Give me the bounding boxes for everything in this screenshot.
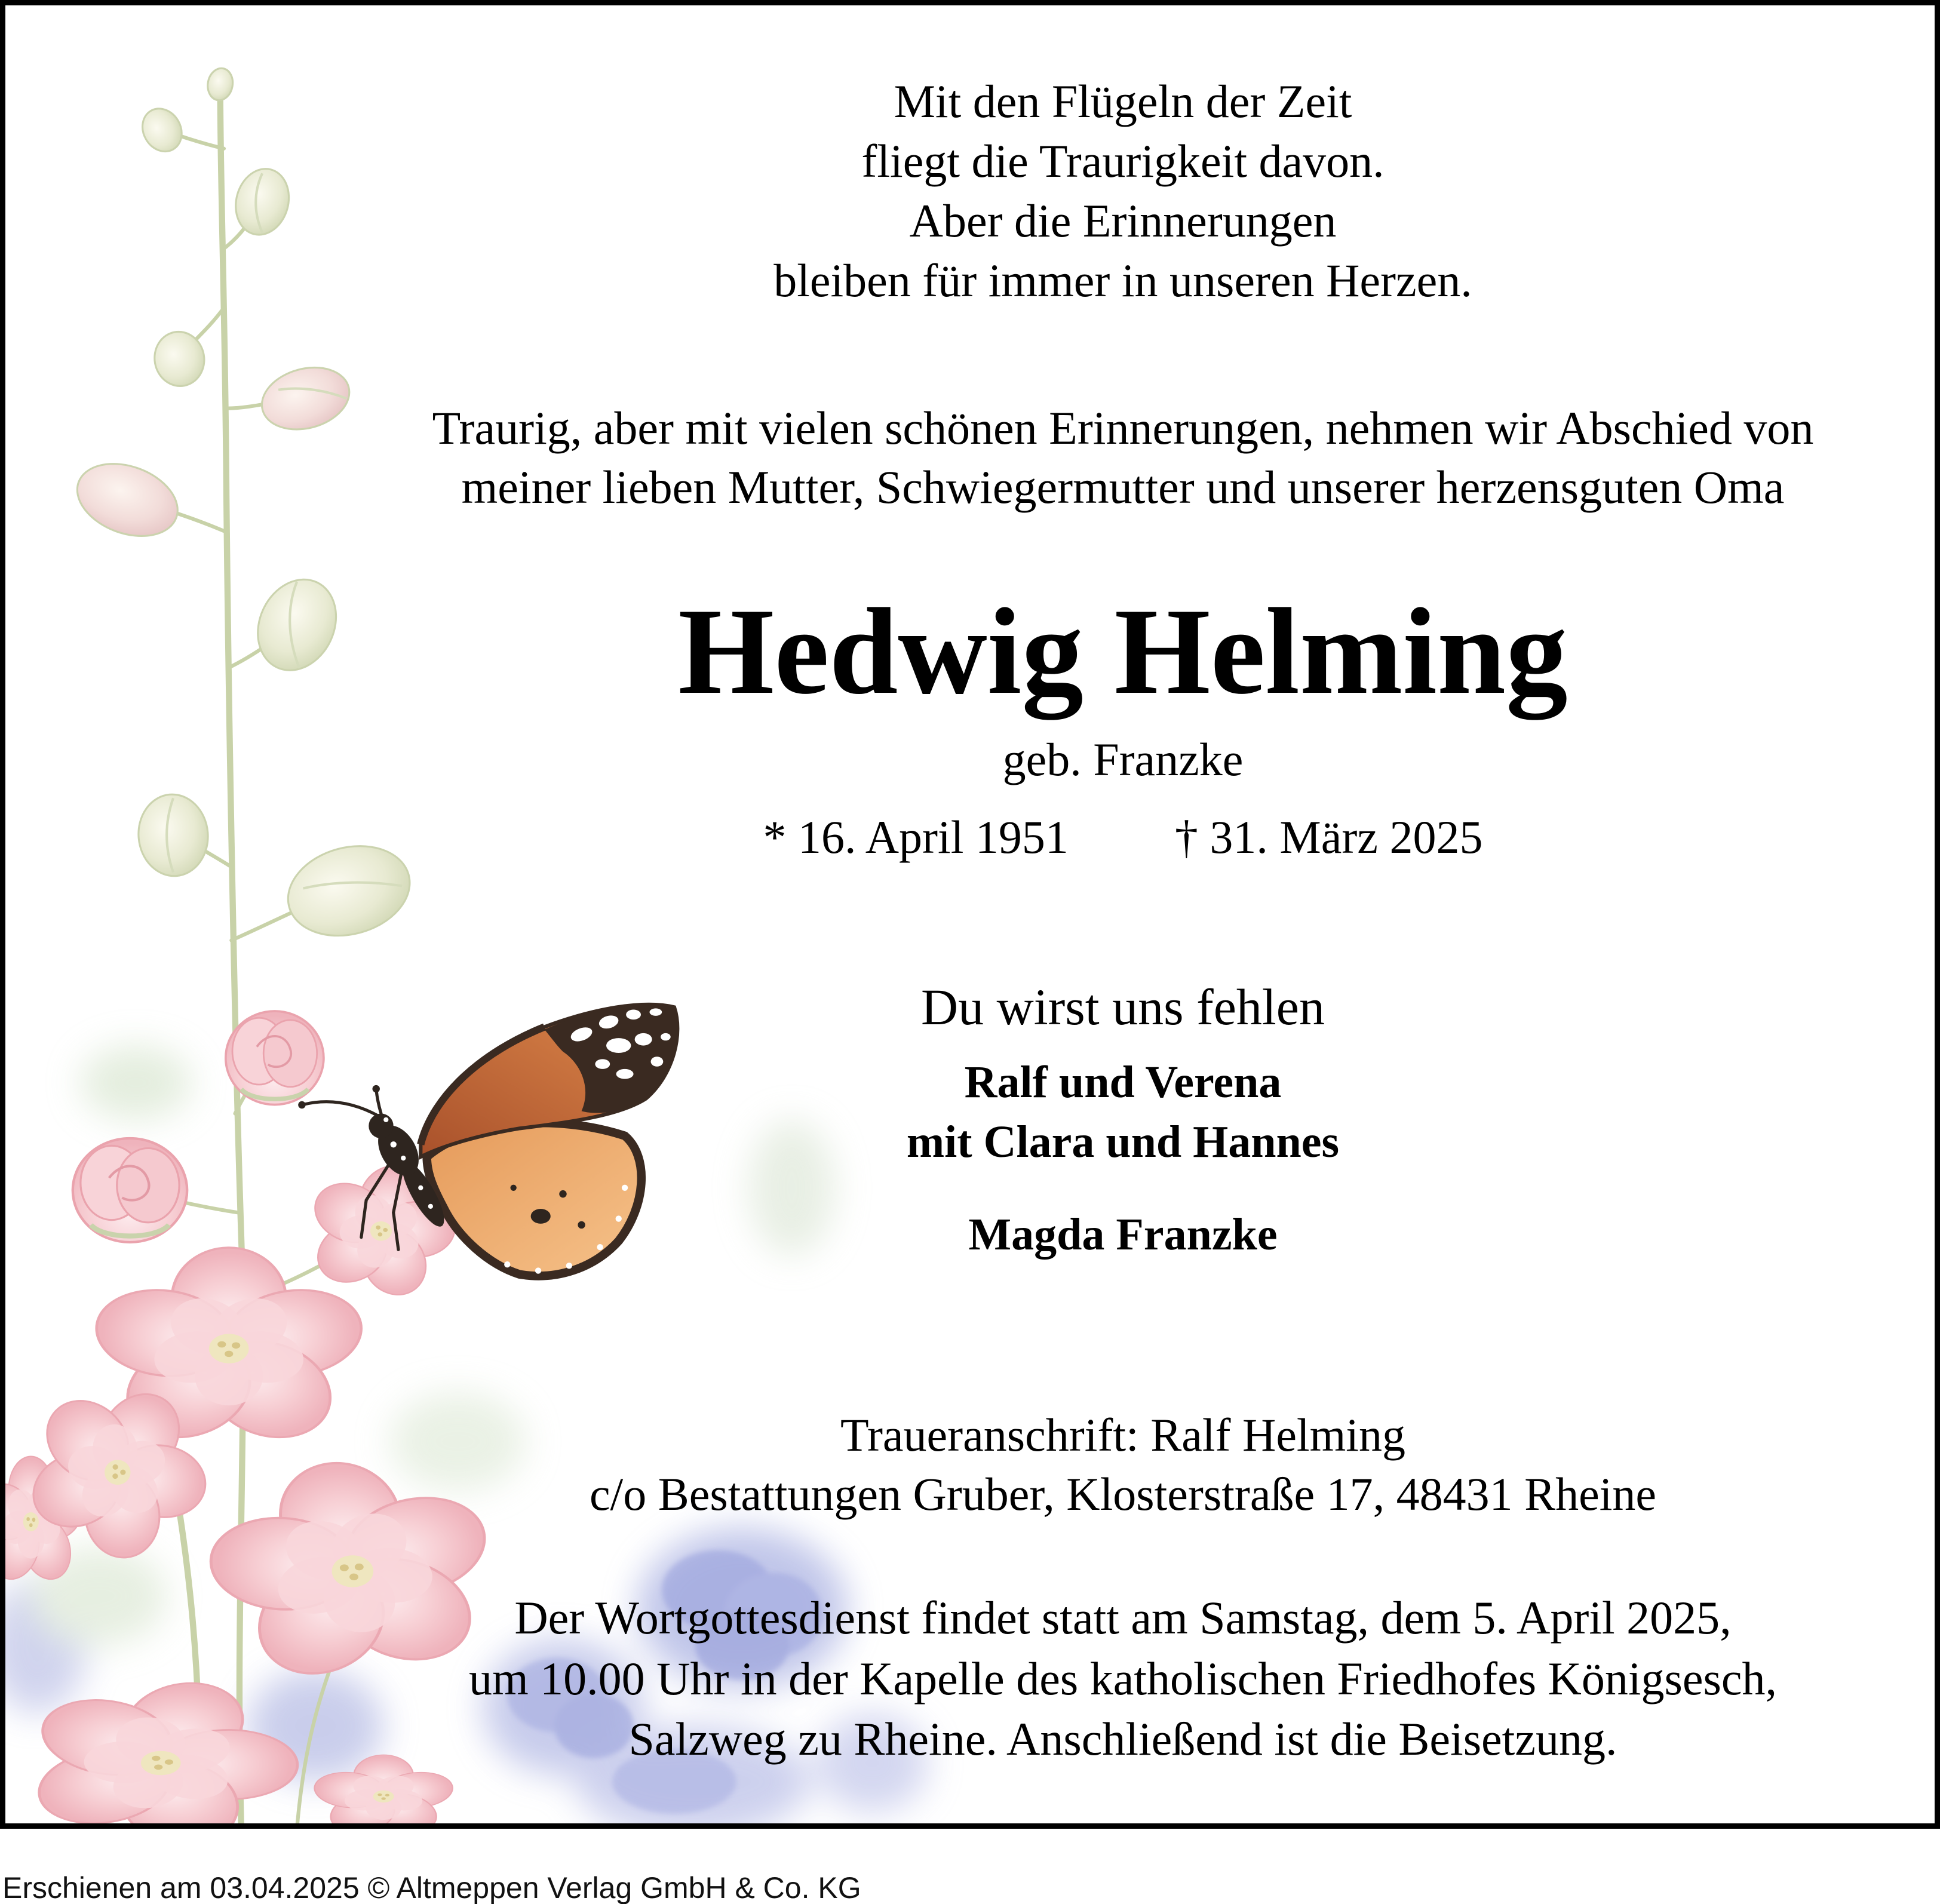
farewell-text: Du wirst uns fehlen xyxy=(921,978,1325,1036)
service-line: Salzweg zu Rheine. Anschließend ist die Beisetzung. xyxy=(628,1713,1617,1765)
flower-bud xyxy=(67,66,419,949)
mourner-line: mit Clara und Hannes xyxy=(906,1117,1340,1167)
mourning-address-line: Traueranschrift: Ralf Helming xyxy=(840,1409,1405,1461)
service-line: Der Wortgottesdienst findet statt am Samstag, dem 5. April 2025, xyxy=(514,1592,1732,1644)
mourning-address-line: c/o Bestattungen Gruber, Klosterstraße 17, 48431 Rheine xyxy=(589,1468,1657,1520)
poem-line: fliegt die Traurigkeit davon. xyxy=(861,135,1385,187)
publication-credit: Erschienen am 03.04.2025 © Altmeppen Verlag GmbH & Co. KG xyxy=(2,1871,861,1904)
birth-name: geb. Franzke xyxy=(1002,733,1244,785)
intro-line: Traurig, aber mit vielen schönen Erinnerungen, nehmen wir Abschied von xyxy=(432,402,1814,454)
birth-date: * 16. April 1951 xyxy=(763,811,1069,863)
life-dates xyxy=(370,807,1875,867)
poem-line: Aber die Erinnerungen xyxy=(909,195,1337,247)
service-line: um 10.00 Uhr in der Kapelle des katholischen Friedhofes Königsesch, xyxy=(468,1653,1778,1705)
bud-seams xyxy=(167,173,402,888)
intro-line: meiner lieben Mutter, Schwiegermutter und unserer herzensguten Oma xyxy=(461,461,1785,513)
death-date: † 31. März 2025 xyxy=(1174,811,1483,863)
poem-line: Mit den Flügeln der Zeit xyxy=(894,75,1352,127)
deceased-name: Hedwig Helming xyxy=(678,583,1568,720)
mourner-line: Ralf und Verena xyxy=(964,1057,1282,1107)
poem-line: bleiben für immer in unseren Herzen. xyxy=(773,254,1472,306)
mourner-line: Magda Franzke xyxy=(968,1209,1278,1260)
